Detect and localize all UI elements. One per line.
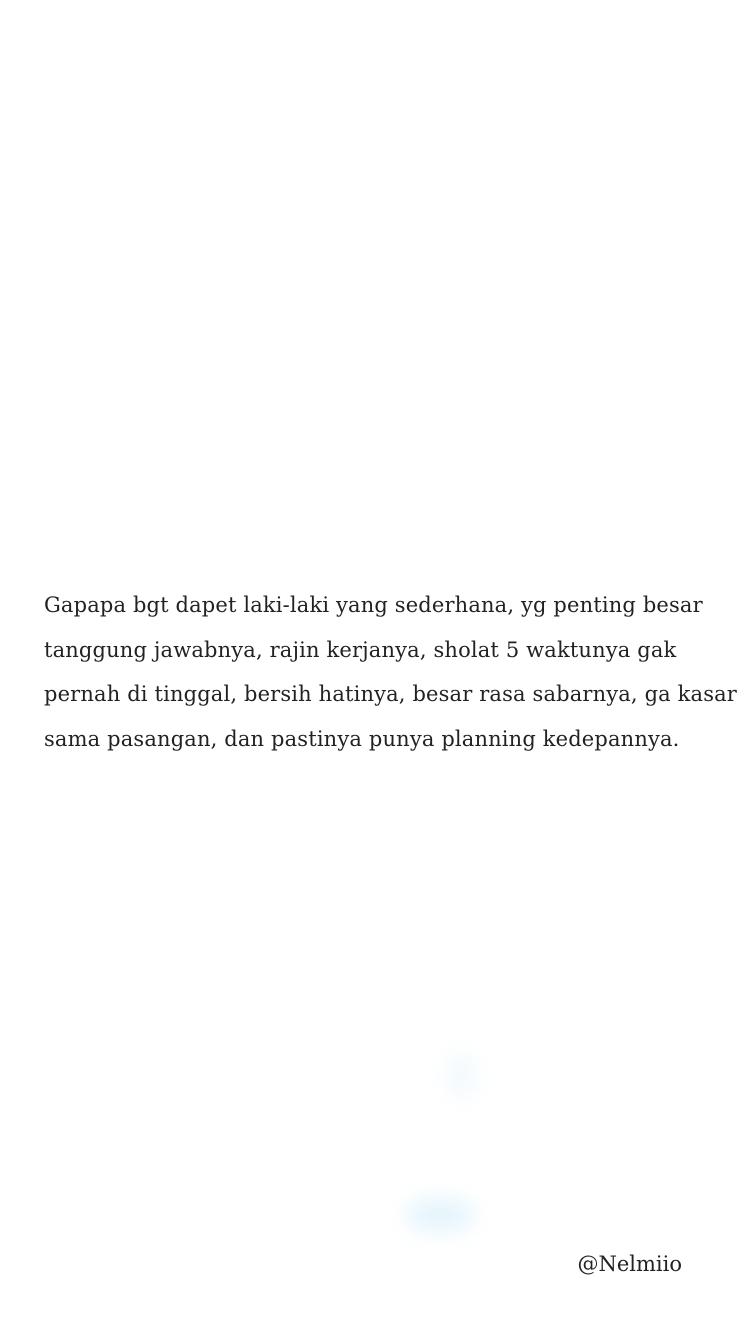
decorative-smudge (405, 1198, 475, 1232)
quote-line: sama pasangan, dan pastinya punya planning kedepannya. (44, 726, 680, 751)
decorative-smudge (447, 1052, 477, 1098)
quote-line: pernah di tinggal, bersih hatinya, besar rasa sabarnya, ga kasar (44, 682, 737, 706)
quote-text (44, 583, 737, 761)
quote-line: tanggung jawabnya, rajin kerjanya, sholat 5 waktunya gak (44, 637, 677, 662)
author-handle: @Nelmiio (577, 1252, 682, 1276)
quote-line: Gapapa bgt dapet laki-laki yang sederhana, yg penting besar (44, 593, 703, 617)
